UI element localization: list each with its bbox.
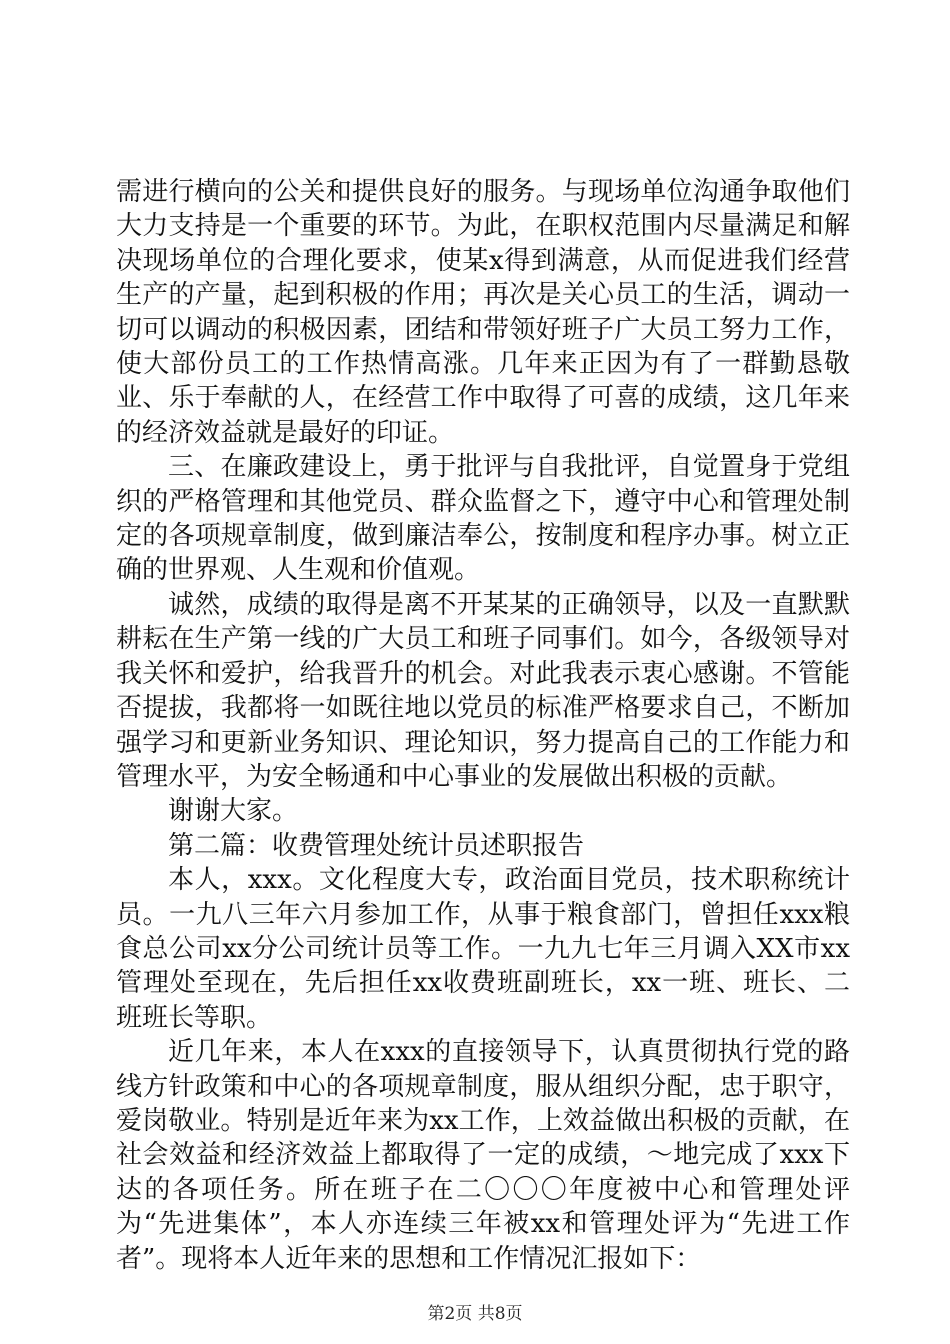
paragraph-integrity: 三、在廉政建设上，勇于批评与自我批评，自觉置身于党组织的严格管理和其他党员、群众监督之下，遵守中心和管理处制定的各项规章制度，做到廉洁奉公，按制度和程序办事。树立正确的世界观、人生观和价值观。 bbox=[116, 452, 850, 586]
section-heading: 第二篇：收费管理处统计员述职报告 bbox=[168, 830, 585, 861]
paragraph-thanks: 谢谢大家。 bbox=[168, 796, 299, 827]
paragraph-recent-years: 近几年来，本人在xxx的直接领导下，认真贯彻执行党的路线方针政策和中心的各项规章制度，服从组织分配，忠于职守，爱岗敬业。特别是近年来为xx工作，上效益做出积极的贡献，在社会效益和经济效益上都取得了一定的成绩，～地完成了xxx下达的各项任务。所在班子在二〇〇〇年度被中心和管理处评为“先进集体”，本人亦连续三年被xx和管理处评为“先进工作者”。现将本人近年来的思想和工作情况汇报如下： bbox=[116, 1037, 850, 1274]
paragraph-gratitude: 诚然，成绩的取得是离不开某某的正确领导，以及一直默默耕耘在生产第一线的广大员工和班子同事们。如今，各级领导对我关怀和爱护，给我晋升的机会。对此我表示衷心感谢。不管能否提拔，我都将一如既往地以党员的标准严格要求自己，不断加强学习和更新业务知识、理论知识，努力提高自己的工作能力和管理水平，为安全畅通和中心事业的发展做出积极的贡献。 bbox=[116, 589, 850, 792]
paragraph-introduction: 本人，xxx。文化程度大专，政治面目党员，技术职称统计员。一九八三年六月参加工作，从事于粮食部门，曾担任xxx粮食总公司xx分公司统计员等工作。一九九七年三月调入XX市xx管理处至现在，先后担任xx收费班副班长，xx一班、班长、二班班长等职。 bbox=[116, 865, 850, 1033]
document-body bbox=[116, 175, 850, 1276]
paragraph-continuation: 需进行横向的公关和提供良好的服务。与现场单位沟通争取他们大力支持是一个重要的环节。为此，在职权范围内尽量满足和解决现场单位的合理化要求，使某x得到满意，从而促进我们经营生产的产量，起到积极的作用；再次是关心员工的生活，调动一切可以调动的积极因素，团结和带领好班子广大员工努力工作，使大部份员工的工作热情高涨。几年来正因为有了一群勤恳敬业、乐于奉献的人，在经营工作中取得了可喜的成绩，这几年来的经济效益就是最好的印证。 bbox=[116, 177, 850, 448]
page-number-footer: 第2页 共8页 bbox=[427, 1304, 523, 1324]
